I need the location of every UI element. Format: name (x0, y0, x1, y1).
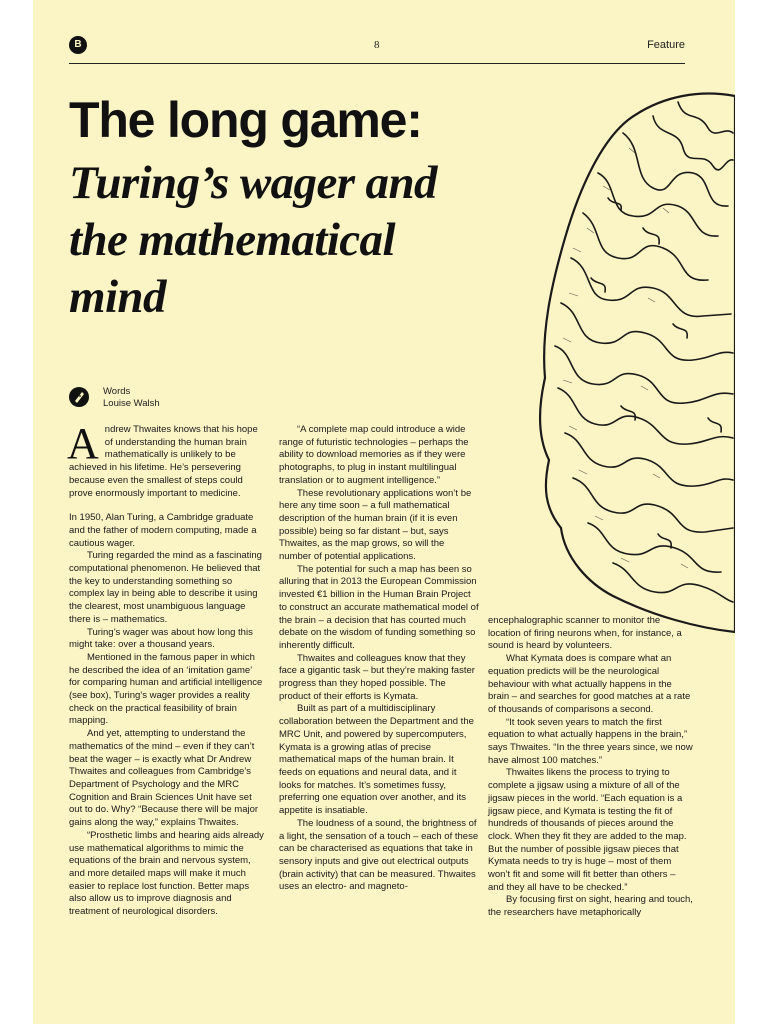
paragraph: encephalographic scanner to monitor the location of firing neurons when, for instance, a sound is heard by volunteers. (488, 615, 682, 652)
magazine-page (33, 0, 735, 1024)
section-label: Feature (647, 39, 685, 51)
lead-paragraph (67, 419, 264, 500)
column-2 (279, 424, 479, 894)
byline (103, 386, 160, 410)
drop-cap: A (67, 419, 99, 468)
paragraph: The loudness of a sound, the brightness of a light, the sensation of a touch – each of these can be characterised as equations that take in sensory inputs and give out electrical outputs (brain activity) that can be measured. Thwaites uses an electro- and magneto- (279, 817, 479, 893)
column-3 (488, 615, 693, 920)
paragraph: These revolutionary applications won’t be here any time soon – a full mathematical description of the human brain (if it is even possible) being so far distant – but, says Thwaites, as the map grows, so will the number of potential applications. (279, 487, 472, 563)
paragraph: Turing’s wager was about how long this might take: over a thousand years. (69, 626, 253, 651)
paragraph: “It took seven years to match the first equation to what actually happens in the brain,” says Thwaites. “In the three years since, we now have almost 100 matches.” (488, 716, 693, 766)
paragraph: In 1950, Alan Turing, a Cambridge graduate and the father of modern computing, made a cautious wager. (69, 512, 257, 549)
paragraph: And yet, attempting to understand the mathematics of the mind – even if they can’t beat the wager – is exactly what Dr Andrew Thwaites and colleagues from Cambridge’s Department of Psychology and the MRC Cognition and Brain Sciences Unit have set out to do. Why? “Because there will be major gains along the way,” explains Thwaites. (69, 728, 259, 829)
lead-text: ndrew Thwaites knows that his hope of understanding the human brain mathematically is unlikely to be achieved in his lifetime. He’s persevering because even the smallest of steps could prove enormously important to medicine. (69, 424, 258, 499)
column-1 (67, 419, 264, 919)
byline-author: Louise Walsh (103, 398, 160, 409)
paragraph: “Prosthetic limbs and hearing aids already use mathematical algorithms to mimic the equations of the brain and nervous system, and more detailed maps will make it much easier to replace lost function. Better maps also allow us to improve diagnosis and treatment of neurological disorders. (69, 829, 264, 918)
paragraph: “A complete map could introduce a wide range of futuristic technologies – perhaps the ability to download memories as if they were photographs, to plug in instant multilingual translation or to augment intelligence.” (279, 424, 469, 486)
paragraph: By focusing first on sight, hearing and touch, the researchers have metaphorically (488, 894, 693, 919)
article-title: The long game: (69, 92, 422, 148)
paragraph: Thwaites likens the process to trying to complete a jigsaw using a mixture of all of the jigsaw pieces in the world. “Each equation is a jigsaw piece, and Kymata is testing the fit of hundreds of thousands of pieces around the clock. When they fit they are added to the map. But the number of possible jigsaw pieces that Kymata needs to try is huge – most of them won’t fit and some will fit better than others – and they all have to be checked.” (488, 767, 687, 893)
paragraph: The potential for such a map has been so alluring that in 2013 the European Commission invested €1 billion in the Human Brain Project to construct an accurate mathematical model of the brain – a decision that has courted much debate on the wisdom of funding something so inherently difficult. (279, 563, 479, 651)
article-subtitle: Turing’s wager and the mathematical mind (69, 157, 437, 323)
paragraph: Built as part of a multidisciplinary collaboration between the Department and the MRC Unit, and powered by supercomputers, Kymata is a growing atlas of precise mathematical maps of the human brain. It feeds on equations and neural data, and it looks for matches. It’s sometimes fussy, preferring one equation over another, and its appetite is insatiable. (279, 703, 474, 817)
paragraph: Turing regarded the mind as a fascinating computational phenomenon. He believed that the key to understanding something so complex lay in being able to describe it using the clearest, most unambiguous language there is – mathematics. (69, 550, 262, 625)
paragraph: Mentioned in the famous paper in which he described the idea of an ‘imitation game’ for comparing human and artificial intelligence (see box), Turing’s wager provides a reality check on the practical feasibility of brain mapping. (69, 651, 263, 727)
brain-illustration (503, 88, 735, 633)
magazine-logo: B (69, 36, 87, 54)
byline-label: Words (103, 386, 131, 397)
pen-nib-icon (69, 387, 89, 407)
paragraph: What Kymata does is compare what an equation predicts will be the neurological behaviour with what actually happens in the brain – and searches for good matches at a rate of thousands of comparisons a second. (488, 653, 691, 715)
page-number: 8 (374, 39, 380, 51)
paragraph: Thwaites and colleagues know that they face a gigantic task – but they’re making faster progress than they hoped possible. The product of their efforts is Kymata. (279, 652, 475, 702)
header-rule (69, 63, 685, 64)
